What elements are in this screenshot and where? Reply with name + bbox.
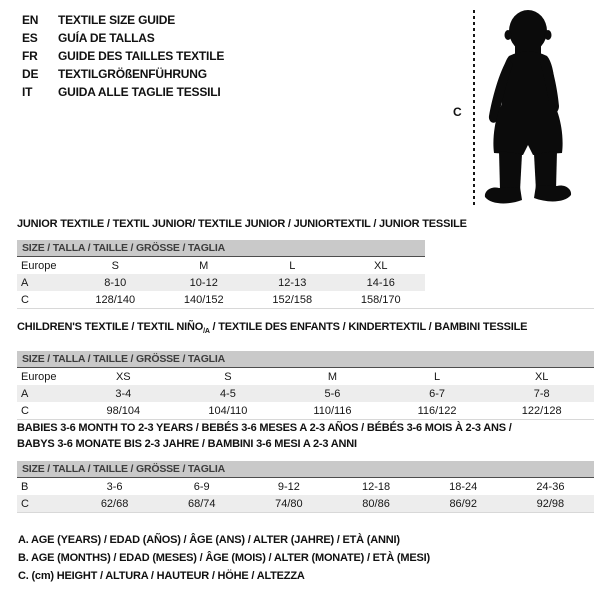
size-value-cell: 92/98: [507, 495, 594, 512]
size-table-wrap: [17, 461, 594, 512]
language-code: DE: [22, 67, 39, 81]
note-line: C. (cm) HEIGHT / ALTURA / HAUTEUR / HÖHE / ALTEZZA: [18, 570, 305, 582]
size-value-cell: L: [434, 370, 441, 383]
section-title: [17, 321, 594, 338]
language-code: EN: [22, 13, 39, 27]
section-title: [17, 420, 594, 452]
row-label-cell: A: [17, 385, 71, 402]
baby-silhouette-icon: [479, 4, 577, 210]
size-value-cell: S: [111, 259, 119, 272]
size-value-cell: L: [289, 259, 296, 272]
language-row: [22, 65, 224, 83]
size-value-cell: 9-12: [277, 480, 300, 493]
size-value-cell: 98/104: [106, 404, 141, 417]
size-value-cell: 104/110: [208, 404, 248, 417]
language-list: [22, 11, 224, 101]
row-label-cell: C: [21, 293, 29, 306]
size-value-cell: 5-6: [280, 385, 385, 402]
section-title-line: [17, 420, 594, 436]
language-label: GUIDA ALLE TAGLIE TESSILI: [58, 85, 221, 99]
size-value-cell: 62/68: [71, 495, 158, 512]
size-section-babies: [17, 420, 594, 513]
size-value-cell: 24-36: [536, 480, 565, 493]
section-title-line: [17, 218, 594, 231]
size-value-cell: 12-18: [361, 480, 391, 493]
size-bar-header: SIZE / TALLA / TAILLE / GRÖSSE / TAGLIA: [17, 351, 594, 368]
size-table-body: [17, 368, 594, 419]
note-line: B. AGE (MONTHS) / EDAD (MESES) / ÂGE (MOIS) / ALTER (MONATE) / ETÀ (MESI): [18, 552, 430, 564]
size-table-body: [17, 478, 594, 512]
section-title-line: [17, 436, 594, 452]
size-value-cell: 86/92: [420, 495, 507, 512]
row-label-cell: Europe: [21, 370, 57, 383]
size-table-body: [17, 257, 425, 308]
language-label: TEXTILE SIZE GUIDE: [58, 13, 176, 27]
size-value-cell: 110/116: [313, 404, 352, 417]
size-value-cell: XL: [534, 370, 549, 383]
language-row: [22, 11, 224, 29]
language-code: IT: [22, 85, 33, 99]
title-subscript: /A: [203, 328, 210, 336]
legend-notes: [18, 531, 430, 585]
size-bar-header: SIZE / TALLA / TAILLE / GRÖSSE / TAGLIA: [17, 240, 425, 257]
language-row: [22, 29, 224, 47]
title-text: / TEXTILE DES ENFANTS / KINDERTEXTIL / BAMBINI TESSILE: [209, 321, 528, 333]
section-title: [17, 218, 594, 231]
size-value-cell: 128/140: [95, 293, 136, 306]
size-value-cell: XS: [115, 370, 131, 383]
size-table-wrap: [17, 351, 594, 419]
table-row: [17, 495, 594, 512]
size-value-cell: M: [199, 259, 209, 272]
size-bar-header: SIZE / TALLA / TAILLE / GRÖSSE / TAGLIA: [17, 461, 594, 478]
size-value-cell: 80/86: [332, 495, 419, 512]
size-table: [17, 368, 594, 419]
language-label: TEXTILGRÖßENFÜHRUNG: [58, 67, 207, 81]
size-value-cell: 7-8: [489, 385, 594, 402]
size-section-junior: [17, 218, 594, 309]
size-value-cell: 152/158: [272, 293, 313, 306]
language-code: FR: [22, 49, 38, 63]
size-value-cell: 10-12: [160, 274, 249, 291]
size-value-cell: 12-13: [248, 274, 337, 291]
size-value-cell: M: [327, 370, 338, 383]
table-row: [17, 257, 425, 274]
size-value-cell: 6-9: [193, 480, 210, 493]
language-label: GUÍA DE TALLAS: [58, 31, 155, 45]
section-title-line: [17, 321, 594, 338]
title-text: JUNIOR TEXTILE / TEXTIL JUNIOR/ TEXTILE JUNIOR / JUNIORTEXTIL / JUNIOR TESSILE: [17, 218, 467, 230]
language-row: [22, 83, 224, 101]
size-table: [17, 478, 594, 512]
section-bottom-rule: [17, 512, 594, 513]
height-measure-dashed-line: [473, 10, 475, 206]
size-value-cell: 122/128: [521, 404, 562, 417]
language-label: GUIDE DES TAILLES TEXTILE: [58, 49, 225, 63]
size-value-cell: 8-10: [71, 274, 160, 291]
note-line: A. AGE (YEARS) / EDAD (AÑOS) / ÂGE (ANS) / ALTER (JAHRE) / ETÀ (ANNI): [18, 534, 400, 546]
size-value-cell: 4-5: [176, 385, 281, 402]
size-section-children: [17, 321, 594, 420]
title-text: BABIES 3-6 MONTH TO 2-3 YEARS / BEBÉS 3-6 MESES A 2-3 AÑOS / BÉBÉS 3-6 MOIS À 2-3 ANS /: [17, 422, 512, 434]
table-row: [17, 478, 594, 495]
row-label-cell: A: [17, 274, 71, 291]
language-row: [22, 47, 224, 65]
section-bottom-rule: [17, 308, 594, 309]
table-row: [17, 274, 425, 291]
size-value-cell: XL: [374, 259, 388, 272]
size-value-cell: 14-16: [337, 274, 426, 291]
size-value-cell: 3-6: [106, 480, 123, 493]
table-row: [17, 402, 594, 419]
row-label-cell: B: [21, 480, 29, 493]
size-value-cell: 18-24: [449, 480, 478, 493]
size-value-cell: 68/74: [158, 495, 245, 512]
row-label-cell: C: [21, 404, 29, 417]
table-row: [17, 291, 425, 308]
row-label-cell: Europe: [21, 259, 57, 272]
size-value-cell: S: [224, 370, 232, 383]
row-label-cell: C: [17, 495, 71, 512]
title-text: CHILDREN'S TEXTILE / TEXTIL NIÑO: [17, 321, 204, 333]
size-table-wrap: [17, 240, 425, 308]
height-measure-label: C: [453, 105, 462, 119]
size-value-cell: 74/80: [245, 495, 332, 512]
size-value-cell: 116/122: [417, 404, 457, 417]
language-code: ES: [22, 31, 38, 45]
size-value-cell: 158/170: [360, 293, 401, 306]
size-value-cell: 6-7: [385, 385, 490, 402]
size-table: [17, 257, 425, 308]
title-text: BABYS 3-6 MONATE BIS 2-3 JAHRE / BAMBINI 3-6 MESI A 2-3 ANNI: [17, 438, 357, 450]
size-value-cell: 140/152: [183, 293, 224, 306]
table-row: [17, 368, 594, 385]
size-value-cell: 3-4: [71, 385, 176, 402]
table-row: [17, 385, 594, 402]
